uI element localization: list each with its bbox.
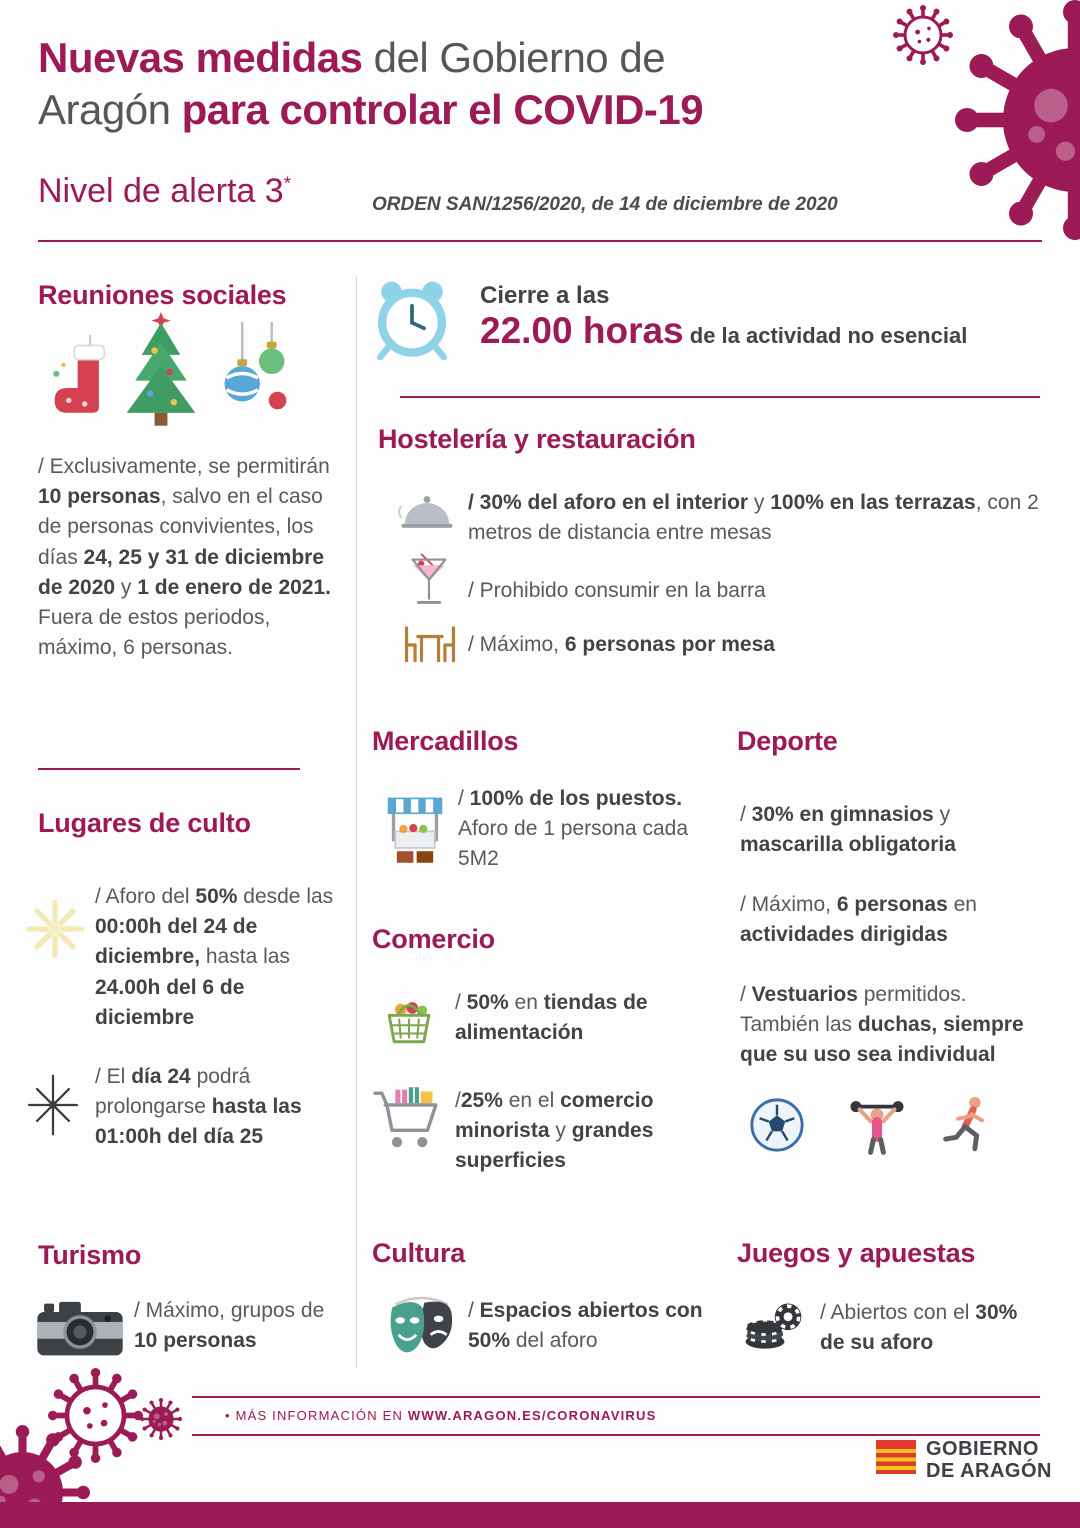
alert-level	[38, 172, 291, 211]
page-title-line2: Aragón para controlar el COVID-19	[38, 86, 704, 133]
left-divider	[38, 768, 300, 770]
poker-chips-icon	[742, 1292, 804, 1354]
column-divider	[356, 276, 357, 1368]
aragon-flag-icon	[876, 1440, 916, 1474]
tourism-rule-text: / Máximo, grupos de 10 personas	[134, 1299, 325, 1353]
christmas-tree-icon	[118, 312, 204, 430]
cocktail-icon	[404, 544, 454, 618]
closure-rest: de la actividad no esencial	[683, 323, 968, 348]
serving-cloche-icon	[396, 490, 458, 534]
star-icon	[22, 1074, 84, 1136]
theater-masks-icon	[380, 1290, 462, 1362]
runner-icon	[935, 1092, 997, 1156]
page-title-line1: Nuevas medidas del Gobierno de	[38, 34, 666, 81]
bottom-bar	[0, 1502, 1080, 1528]
footer-divider-top	[192, 1396, 1040, 1398]
section-heading-tourism: Turismo	[38, 1240, 142, 1270]
virus-icon	[140, 1398, 182, 1440]
sports-rule-1-text: / 30% en gimnasios y mascarilla obligatoria	[740, 803, 956, 857]
section-heading-markets: Mercadillos	[372, 726, 519, 756]
footer-divider-bottom	[192, 1434, 1040, 1436]
order-reference: ORDEN SAN/1256/2020, de 14 de diciembre de 2020	[372, 194, 838, 215]
section-heading-hospitality: Hostelería y restauración	[378, 424, 696, 454]
section-heading-sports: Deporte	[737, 726, 838, 756]
hospitality-rule-3-text: / Máximo, 6 personas por mesa	[468, 633, 775, 656]
section-heading-gambling: Juegos y apuestas	[737, 1238, 976, 1268]
grocery-basket-icon	[376, 984, 442, 1050]
worship-rule-2-text: / El día 24 podrá prolongarse hasta las 01:00h del día 25	[95, 1065, 302, 1149]
virus-icon	[893, 5, 953, 65]
virus-icon	[955, 0, 1080, 240]
header-divider	[38, 240, 1042, 242]
alarm-clock-icon	[370, 276, 454, 360]
market-stall-icon	[382, 790, 448, 872]
section-heading-social: Reuniones sociales	[38, 280, 287, 310]
hospitality-rule-1-text: / 30% del aforo en el interior y 100% en las terrazas, con 2 metros de distancia entre mesas	[468, 491, 1039, 545]
shopping-cart-icon	[370, 1080, 446, 1162]
closure-time: 22.00 horas	[480, 310, 684, 351]
government-logo-text	[926, 1438, 1052, 1482]
section-heading-culture: Cultura	[372, 1238, 466, 1268]
alert-level-text: Nivel de alerta 3	[38, 172, 284, 210]
ornaments-icon	[214, 322, 294, 430]
soccer-ball-icon	[748, 1096, 806, 1154]
hospitality-rule-2-text: / Prohibido consumir en la barra	[468, 579, 766, 602]
commerce-rule-1-text: / 50% en tiendas de alimentación	[455, 991, 648, 1045]
section-heading-worship: Lugares de culto	[38, 808, 251, 838]
gambling-rule-text: / Abiertos con el 30% de su aforo	[820, 1301, 1018, 1355]
closure-line1: Cierre a las	[480, 282, 610, 309]
markets-rule-text: / 100% de los puestos. Aforo de 1 persona cada 5M2	[458, 787, 688, 871]
closure-line2	[480, 310, 1040, 352]
logo-line2: DE ARAGÓN	[926, 1460, 1052, 1482]
commerce-rule-2-text: /25% en el comercio minorista y grandes superficies	[455, 1089, 654, 1173]
sports-rule-3-text: / Vestuarios permitidos. También las duchas, siempre que su uso sea individual	[740, 983, 1024, 1067]
alert-level-asterisk: *	[283, 172, 291, 194]
camera-icon	[34, 1292, 126, 1362]
weightlifter-icon	[845, 1092, 909, 1156]
social-rules-text: / Exclusivamente, se permitirán 10 personas, salvo en el caso de personas convivientes, los días 24, 25 y 31 de diciembre de 2020 y 1 de enero de 2021. Fuera de estos periodos, máximo, 6 personas.	[38, 455, 332, 660]
closure-divider	[400, 396, 1040, 398]
christmas-stocking-icon	[44, 330, 106, 430]
table-chairs-icon	[398, 622, 462, 668]
culture-rule-text: / Espacios abiertos con 50% del aforo	[468, 1299, 703, 1353]
sports-rule-2-text: / Máximo, 6 personas en actividades dirigidas	[740, 893, 977, 947]
worship-rule-1-text: / Aforo del 50% desde las 00:00h del 24 de diciembre, hasta las 24.00h del 6 de diciembre	[95, 885, 334, 1029]
section-heading-commerce: Comercio	[372, 924, 495, 954]
footer-info-text: • MÁS INFORMACIÓN EN WWW.ARAGON.ES/CORONAVIRUS	[225, 1408, 657, 1423]
candle-glow-icon	[18, 892, 92, 966]
logo-line1: GOBIERNO	[926, 1438, 1039, 1460]
